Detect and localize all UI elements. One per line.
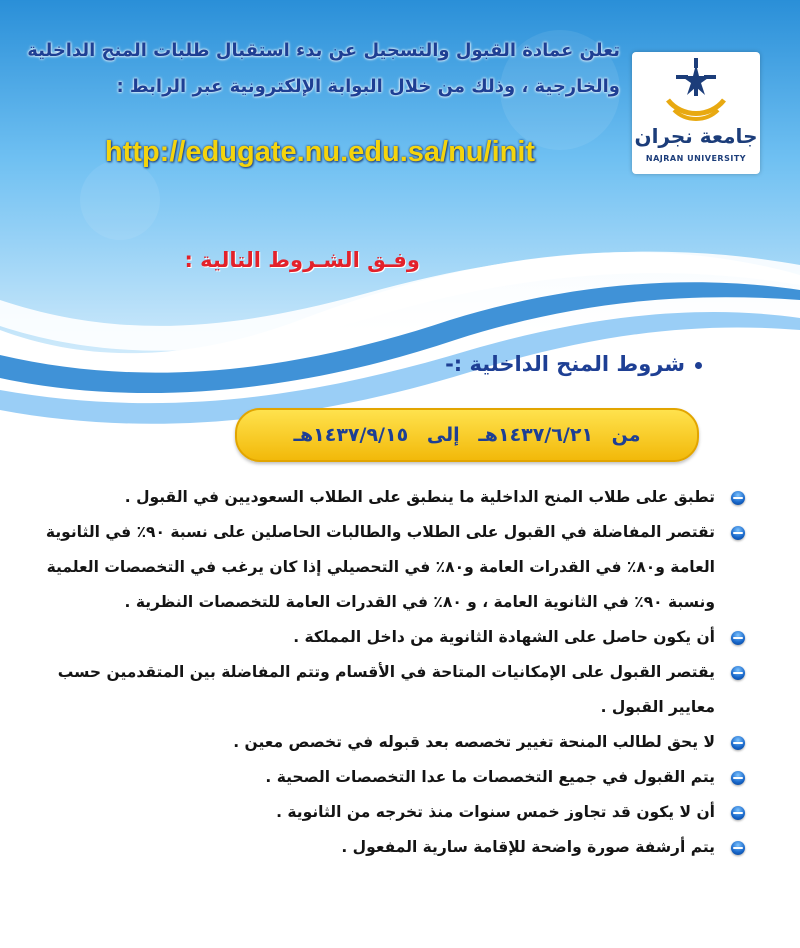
edugate-link[interactable]: http://edugate.nu.edu.sa/nu/init [104, 136, 536, 168]
rule-text: لا يحق لطالب المنحة تغيير تخصصه بعد قبوله في تخصص معين . [233, 733, 715, 751]
najran-university-logo [632, 52, 760, 174]
rule-text: يقتصر القبول على الإمكانيات المتاحة في الأقسام وتتم المفاضلة بين المتقدمين حسب معايير القبول . [57, 663, 715, 716]
rule-text: يتم القبول في جميع التخصصات ما عدا التخصصات الصحية . [265, 768, 715, 786]
internal-grants-title-text: شروط المنح الداخلية :- [445, 352, 685, 376]
bullet-icon [731, 666, 745, 680]
bullet-icon [731, 526, 745, 540]
rule-item [25, 620, 745, 655]
date-from-label: من [611, 424, 641, 446]
university-emblem-icon [632, 56, 760, 126]
rule-text: تطبق على طلاب المنح الداخلية ما ينطبق على الطلاب السعوديين في القبول . [124, 488, 715, 506]
bullet-icon [731, 771, 745, 785]
announcement-line-1: تعلن عمادة القبول والتسجيل عن بدء استقبال طلبات المنح الداخلية [27, 40, 620, 61]
rule-item [25, 795, 745, 830]
announcement-line-2: والخارجية ، وذلك من خلال البوابة الإلكترونية عبر الرابط : [116, 76, 620, 97]
logo-arabic-name: جامعة نجران [634, 124, 758, 148]
bullet-icon [731, 631, 745, 645]
internal-grants-title [320, 352, 702, 376]
logo-english-name: NAJRAN UNIVERSITY [645, 154, 747, 163]
rules-list [25, 480, 745, 865]
bullet-icon [731, 806, 745, 820]
rule-text: أن لا يكون قد تجاوز خمس سنوات منذ تخرجه من الثانوية . [276, 803, 715, 821]
conditions-heading: وفـق الشـروط التالية : [184, 248, 420, 272]
rule-item [25, 480, 745, 515]
date-to: ١٤٣٧/٩/١٥هـ [293, 424, 409, 446]
rule-item [25, 725, 745, 760]
bullet-icon [731, 491, 745, 505]
date-range-banner [235, 408, 699, 462]
date-to-label: إلى [426, 424, 460, 446]
rule-text: أن يكون حاصل على الشهادة الثانوية من داخل المملكة . [293, 628, 715, 646]
date-from: ١٤٣٧/٦/٢١هـ [478, 424, 594, 446]
rule-item [25, 760, 745, 795]
bullet-icon [731, 841, 745, 855]
title-bullet-icon [695, 362, 702, 369]
rule-text: تقتصر المفاضلة في القبول على الطلاب والطالبات الحاصلين على نسبة ٩٠٪ في الثانوية العامة و٨٠٪ في القدرات العامة و٨٠٪ في التحصيلي إذا كان يرغب في التخصصات العلمية ونسبة ٩٠٪ في الثانوية العامة ، و ٨٠٪ في القدرات العامة للتخصصات النظرية . [45, 523, 715, 611]
rule-text: يتم أرشفة صورة واضحة للإقامة سارية المفعول . [341, 838, 715, 856]
bullet-icon [731, 736, 745, 750]
rule-item [25, 515, 745, 620]
rule-item [25, 830, 745, 865]
rule-item [25, 655, 745, 725]
